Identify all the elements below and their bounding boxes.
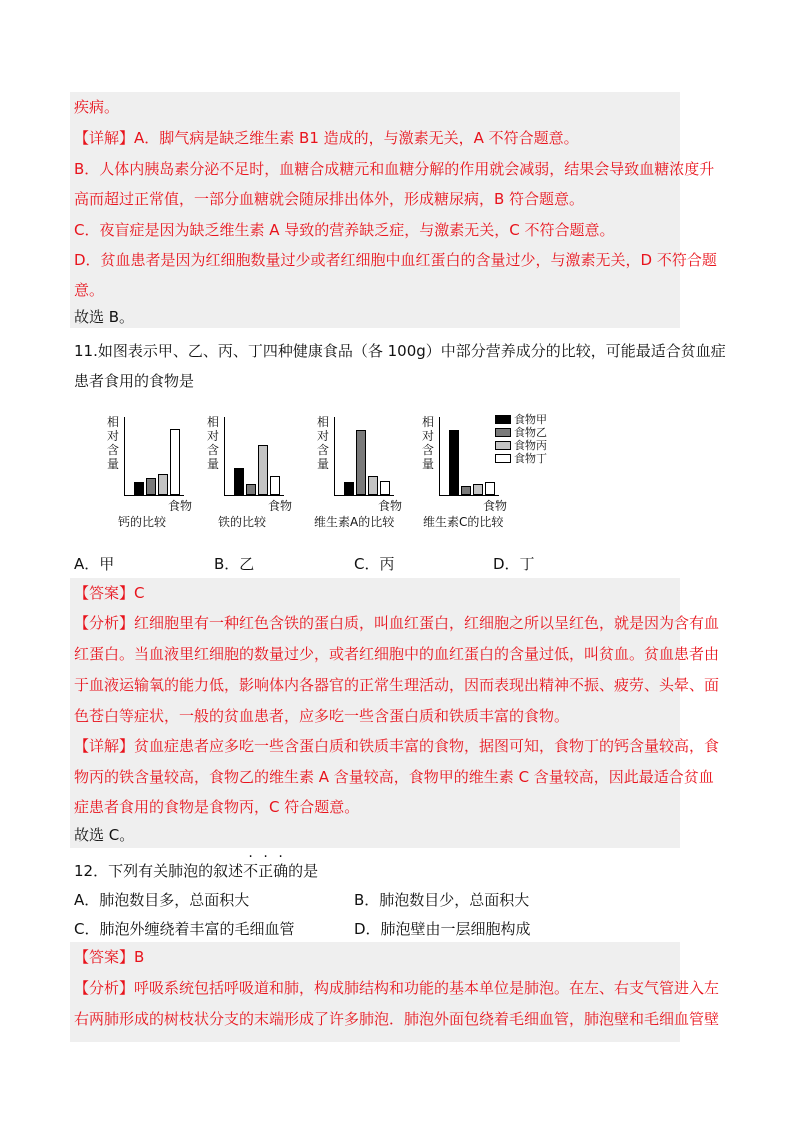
detail-line (74, 735, 719, 756)
text-line: 右两肺形成的树枝状分支的末端形成了许多肺泡．肺泡外面包绕着毛细血管，肺泡壁和毛细血管壁 (74, 1010, 720, 1028)
bar-食物甲 (134, 482, 144, 495)
y-axis-label: 相对含量 (206, 415, 219, 471)
text-line: 疾病。 (74, 98, 120, 116)
text-line: 于血液运输氧的能力低，影响体内各器官的正常生理活动，因而表现出精神不振、疲劳、头晕、面 (74, 676, 720, 694)
answer-line (74, 582, 145, 603)
analysis-tag: 【分析】 (74, 614, 135, 632)
bar-食物乙 (461, 486, 471, 495)
emphasis-char: 不 (243, 862, 259, 880)
bar-食物丁 (170, 429, 180, 495)
detail-tag: 【详解】 (74, 737, 135, 755)
x-axis-label: 食物 (168, 499, 193, 513)
q11-option-d[interactable]: D．丁 (493, 555, 535, 573)
y-axis (439, 417, 440, 495)
chart-caption: 维生素A的比较 (314, 515, 395, 529)
bar-食物甲 (449, 430, 459, 495)
q11-option-c[interactable]: C．丙 (354, 555, 395, 573)
q12-stem-post: 的是 (288, 862, 319, 880)
legend-label: 食物丁 (514, 452, 547, 465)
x-axis-label: 食物 (483, 499, 508, 513)
text-line: 高而超过正常值，一部分血糖就会随尿排出体外，形成糖尿病，B 符合题意。 (74, 190, 585, 208)
analysis-tag: 【分析】 (74, 979, 135, 997)
q12-option-a[interactable]: A．肺泡数目多，总面积大 (74, 891, 250, 909)
chart-panel (310, 405, 410, 535)
analysis-text: 呼吸系统包括呼吸道和肺，构成肺结构和功能的基本单位是肺泡。在左、右支气管进入左 (134, 979, 720, 997)
q12-stem (74, 860, 318, 881)
analysis-line (74, 612, 719, 633)
bar-食物丁 (485, 482, 495, 495)
chart-panel (100, 405, 200, 535)
bar-食物乙 (246, 484, 256, 495)
q12-option-b[interactable]: B．肺泡数目少，总面积大 (354, 891, 530, 909)
detail-line (74, 127, 579, 148)
y-axis-label: 相对含量 (316, 415, 329, 471)
text-line: C．夜盲症是因为缺乏维生素 A 导致的营养缺乏症，与激素无关，C 不符合题意。 (74, 221, 615, 239)
bar-食物乙 (356, 430, 366, 495)
analysis-text: 红细胞里有一种红色含铁的蛋白质，叫血红蛋白，红细胞之所以呈红色，就是因为含有血 (134, 614, 720, 632)
text-line: D．贫血患者是因为红细胞数量过少或者红细胞中血红蛋白的含量过少，与激素无关，D 不符合题 (74, 251, 717, 269)
y-axis (224, 417, 225, 495)
bar-食物甲 (344, 482, 354, 495)
text-line: 意。 (74, 281, 105, 299)
chart-caption: 铁的比较 (218, 515, 267, 529)
conclusion-line: 故选 C。 (74, 826, 135, 844)
answer-value: B (134, 948, 145, 966)
legend-label: 食物乙 (514, 426, 547, 439)
chart-panel (415, 405, 515, 535)
bar-食物丙 (473, 484, 483, 495)
legend-label: 食物丙 (514, 439, 547, 452)
x-axis (439, 495, 499, 496)
conclusion-line: 故选 B。 (74, 308, 135, 326)
x-axis-label: 食物 (378, 499, 403, 513)
text-line: 色苍白等症状，一般的贫血患者，应多吃一些含蛋白质和铁质丰富的食物。 (74, 707, 570, 725)
x-axis (334, 495, 394, 496)
bar-食物丁 (380, 481, 390, 495)
y-axis-label: 相对含量 (421, 415, 434, 471)
chart-caption: 钙的比较 (118, 515, 167, 529)
bar-食物甲 (234, 468, 244, 495)
chart-panel (200, 405, 300, 535)
answer-value: C (134, 584, 145, 602)
x-axis (124, 495, 184, 496)
answer-block-q12 (70, 942, 720, 1042)
q12-option-c[interactable]: C．肺泡外缠绕着丰富的毛细血管 (74, 920, 295, 938)
detail-tag: 【详解】 (74, 129, 135, 147)
q11-option-b[interactable]: B．乙 (214, 555, 255, 573)
bar-食物丙 (258, 445, 268, 495)
q11-stem-line2: 患者食用的食物是 (74, 372, 195, 390)
answer-line (74, 946, 144, 967)
y-axis (124, 417, 125, 495)
q12-stem-pre: 12．下列有关肺泡的叙述 (74, 862, 244, 880)
y-axis-label: 相对含量 (106, 415, 119, 471)
nutrient-charts (100, 405, 560, 535)
answer-tag: 【答案】 (74, 584, 135, 602)
bar-食物丙 (368, 476, 378, 495)
bar-食物丁 (270, 476, 280, 495)
q12-option-d[interactable]: D．肺泡壁由一层细胞构成 (354, 920, 531, 938)
answer-tag: 【答案】 (74, 948, 135, 966)
text-line: 症患者食用的食物是食物丙，C 符合题意。 (74, 798, 360, 816)
text-line: B．人体内胰岛素分泌不足时，血糖合成糖元和血糖分解的作用就会减弱，结果会导致血糖浓度升 (74, 160, 715, 178)
detail-text: A．脚气病是缺乏维生素 B1 造成的，与激素无关，A 不符合题意。 (134, 129, 579, 147)
chart-caption: 维生素C的比较 (423, 515, 504, 529)
answer-block-q11 (70, 578, 720, 848)
bar-食物乙 (146, 478, 156, 495)
text-line: 物丙的铁含量较高，食物乙的维生素 A 含量较高，食物甲的维生素 C 含量较高，因此最适合贫血 (74, 768, 714, 786)
x-axis (224, 495, 284, 496)
text-line: 红蛋白。当血液里红细胞的数量过少，或者红细胞中的血红蛋白的含量过低，叫贫血。贫血患者由 (74, 645, 720, 663)
y-axis (334, 417, 335, 495)
x-axis-label: 食物 (268, 499, 293, 513)
legend-label: 食物甲 (514, 413, 547, 426)
detail-text: 贫血症患者应多吃一些含蛋白质和铁质丰富的食物，据图可知，食物丁的钙含量较高，食 (134, 737, 720, 755)
analysis-line (74, 977, 719, 998)
explanation-block-q10 (70, 92, 717, 328)
emphasis-char: 确 (273, 862, 289, 880)
q11-option-a[interactable]: A．甲 (74, 555, 115, 573)
bar-食物丙 (158, 474, 168, 495)
q11-stem-line1: 11.如图表示甲、乙、丙、丁四种健康食品（各 100g）中部分营养成分的比较，可能最适合贫血症 (74, 342, 726, 360)
emphasis-char: 正 (258, 862, 274, 880)
